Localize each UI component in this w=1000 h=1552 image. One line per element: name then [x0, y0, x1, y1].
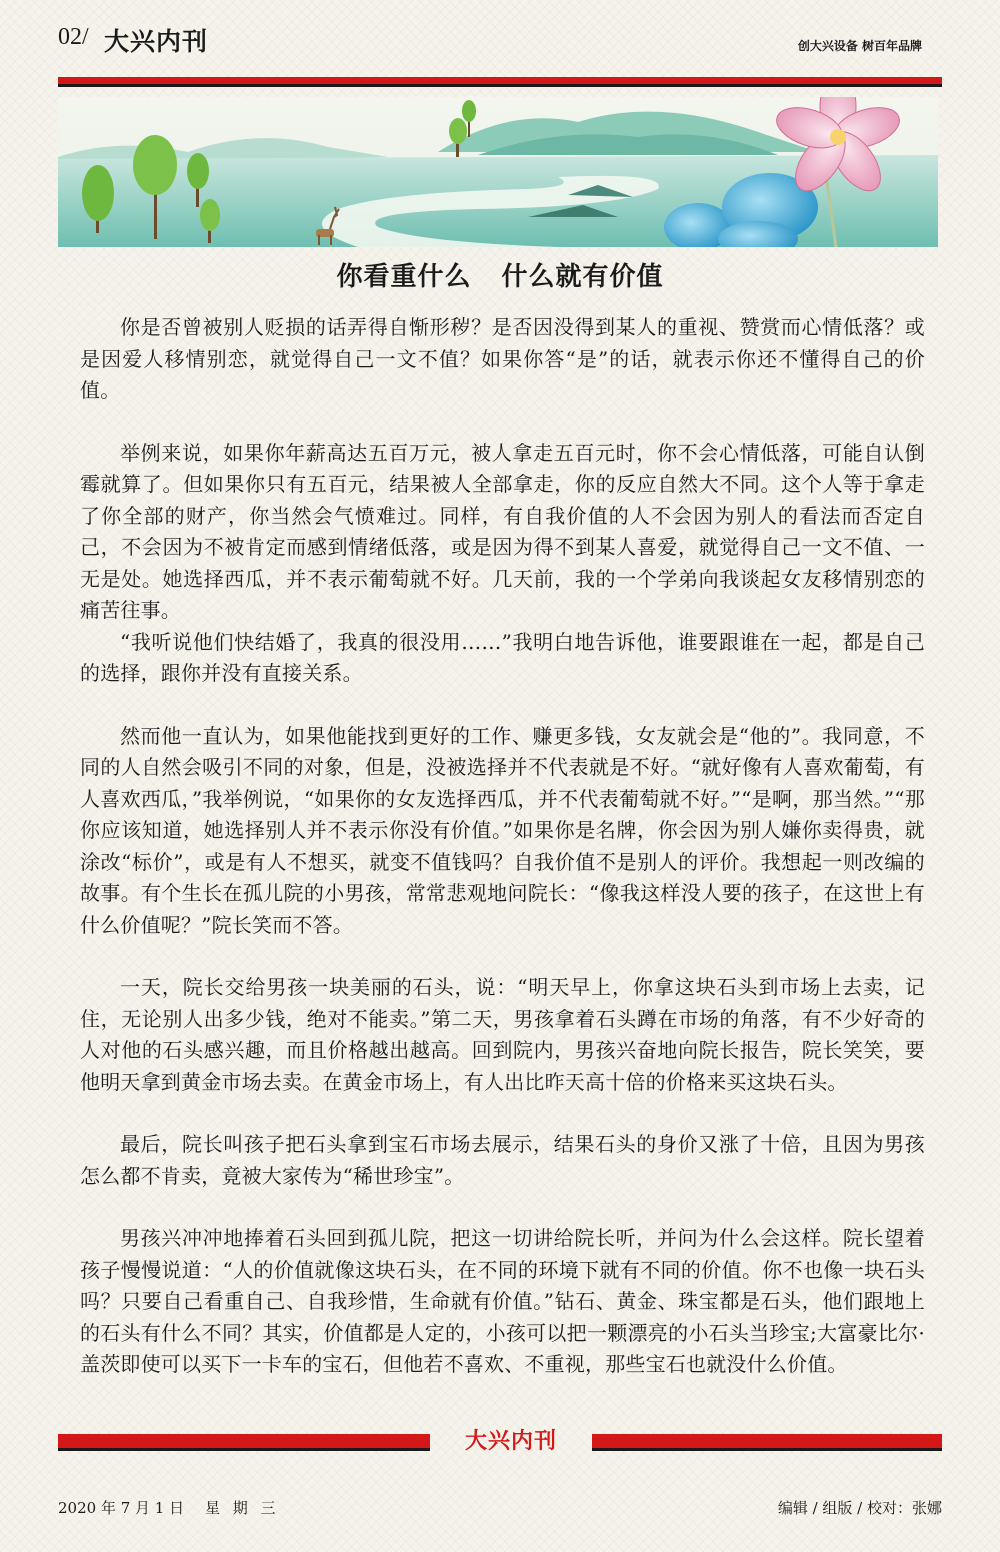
publication-logo: 大兴内刊	[104, 27, 209, 56]
article-title-part2: 什么就有价值	[501, 262, 664, 292]
article-paragraph: 举例来说，如果你年薪高达五百万元，被人拿走五百元时，你不会心情低落，可能自认倒霉就算了。但如果你只有五百元，结果被人全部拿走，你的反应自然大不同。这个人等于拿走了你全部的财产，你当然会气愤难过。同样，有自我价值的人不会因为别人的看法而否定自己，不会因为不被肯定而感到情绪低落，或是因为得不到某人喜爱，就觉得自己一文不值、一无是处。她选择西瓜，并不表示葡萄就不好。几天前，我的一个学弟向我谈起女友移情别恋的痛苦往事。	[80, 440, 925, 622]
footer-publication-logo: 大兴内刊	[464, 1429, 557, 1454]
editor-credit: 编辑 / 组版 / 校对：张娜	[777, 1499, 942, 1517]
footer-divider-left	[58, 1434, 430, 1448]
article-paragraph: 然而他一直认为，如果他能找到更好的工作、赚更多钱，女友就会是“他的”。我同意，不同的人自然会吸引不同的对象，但是，没被选择并不代表就是不好。“就好像有人喜欢葡萄，有人喜欢西瓜，”我举例说，“如果你的女友选择西瓜，并不代表葡萄就不好。”“是啊，那当然。”“那你应该知道，她选择别人并不表示你没有价值。”如果你是名牌，你会因为别人嫌你卖得贵，就涂改“标价”，或是有人不想买，就变不值钱吗？自我价值不是别人的评价。我想起一则改编的故事。有个生长在孤儿院的小男孩，常常悲观地问院长：“像我这样没人要的孩子，在这世上有什么价值呢？”院长笑而不答。	[80, 723, 925, 937]
issue-weekday: 星 期 三	[205, 1499, 280, 1517]
issue-date: 2020 年 7 月 1 日	[58, 1499, 185, 1517]
article-paragraph: 最后，院长叫孩子把石头拿到宝石市场去展示，结果石头的身价又涨了十倍，且因为男孩怎么都不肯卖，竟被大家传为“稀世珍宝”。	[80, 1132, 925, 1188]
landscape-banner-illustration	[58, 97, 938, 247]
article-paragraph: 男孩兴冲冲地捧着石头回到孤儿院，把这一切讲给院长听，并问为什么会这样。院长望着孩子慢慢说道：“人的价值就像这块石头，在不同的环境下就有不同的价值。你不也像一块石头吗？只要自己看重自己、自我珍惜，生命就有价值。”钻石、黄金、珠宝都是石头，他们跟地上的石头有什么不同？其实，价值都是人定的，小孩可以把一颗漂亮的小石头当珍宝;大富豪比尔·盖茨即使可以买下一卡车的宝石，但他若不喜欢、不重视，那些宝石也就没什么价值。	[80, 1226, 925, 1376]
article-paragraph: 一天，院长交给男孩一块美丽的石头，说：“明天早上，你拿这块石头到市场上去卖，记住，无论别人出多少钱，绝对不能卖。”第二天，男孩拿着石头蹲在市场的角落，有不少好奇的人对他的石头感兴趣，而且价格越出越高。回到院内，男孩兴奋地向院长报告，院长笑笑，要他明天拿到黄金市场去卖。在黄金市场上，有人出比昨天高十倍的价格来买这块石头。	[80, 975, 925, 1094]
article-paragraph: “我听说他们快结婚了，我真的很没用……”我明白地告诉他，谁要跟谁在一起，都是自己的选择，跟你并没有直接关系。	[80, 629, 925, 685]
header-divider	[58, 77, 942, 84]
article-body	[80, 312, 925, 1381]
article-title-part1: 你看重什么	[336, 262, 472, 292]
footer-divider-right	[592, 1434, 942, 1448]
article-title	[0, 256, 1000, 293]
page-number: 02/	[58, 24, 89, 50]
article-paragraph: 你是否曾被别人贬损的话弄得自惭形秽？是否因没得到某人的重视、赞赏而心情低落？或是因爱人移情别恋，就觉得自己一文不值？如果你答“是”的话，就表示你还不懂得自己的价值。	[80, 315, 925, 402]
slogan: 创大兴设备 树百年品牌	[797, 39, 922, 53]
